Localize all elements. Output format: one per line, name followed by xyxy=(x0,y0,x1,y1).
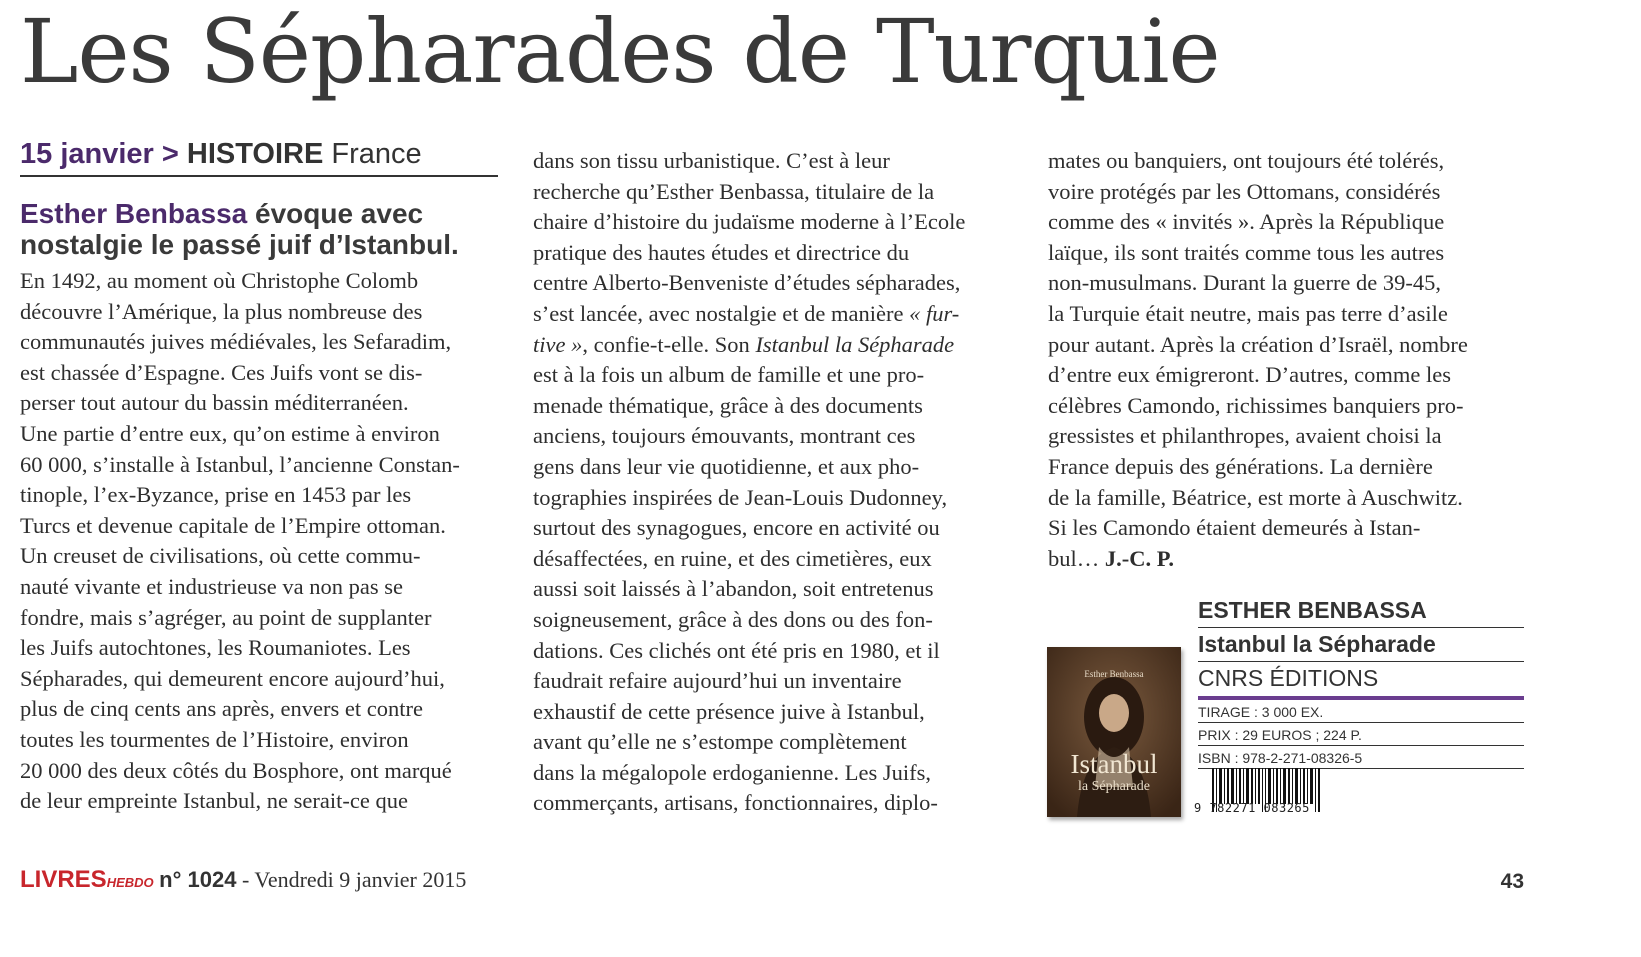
rubric-separator: > xyxy=(161,138,179,170)
book-print-run: TIRAGE : 3 000 EX. xyxy=(1198,700,1524,723)
article-column-1: En 1492, au moment où Christophe Colomb découvre l’Amérique, la plus nombreuse des communautés juives médiévales, les Sefaradim, est chassée d’Espagne. Ces Juifs vont se dis- perser tout autour du bassin méditerranéen. Une partie d’entre eux, qu’on estime à environ 60 000, s’installe à Istanbul, l’ancienne Constan- tinople, l’ex-Byzance, prise en 1453 par les Turcs et devenue capitale de l’Empire ottoman. Un creuset de civilisations, où cette commu- nauté vivante et industrieuse va non pas se fondre, mais s’agréger, au point de supplanter les Juifs autochtones, les Roumaniotes. Les Sépharades, qui demeurent encore aujourd’hui, plus de cinq cents ans après, envers et contre toutes les tourmentes de l’Histoire, environ 20 000 des deux côtés du Bosphore, ont marqué de leur empreinte Istanbul, ne serait-ce que xyxy=(20,268,460,814)
footer xyxy=(20,866,466,894)
book-author: ESTHER BENBASSA xyxy=(1198,597,1524,628)
footer-issue: n° 1024 xyxy=(159,867,237,892)
column-2-text-a: dans son tissu urbanistique. C’est à leur recherche qu’Esther Benbassa, titulaire de la chaire d’histoire du judaïsme moderne à l’Ecole pratique des hautes études et directrice du centre Alberto-Benveniste d’études sépharades, s’est lancée, avec nostalgie et de manière xyxy=(533,148,966,326)
book-title: Istanbul la Sépharade xyxy=(1198,628,1524,662)
footer-logo-livres: LIVRES xyxy=(20,866,107,893)
footer-date: - Vendredi 9 janvier 2015 xyxy=(236,867,467,892)
cover-author: Esther Benbassa xyxy=(1084,669,1144,679)
column-2-text-b: , confie-t-elle. Son xyxy=(582,331,756,357)
rubric-date: 15 janvier xyxy=(20,138,154,170)
page-number: 43 xyxy=(1500,870,1524,893)
barcode-digits: 9 782271 083265 xyxy=(1194,801,1310,815)
book-isbn: ISBN : 978-2-271-08326-5 xyxy=(1198,746,1524,769)
column-2-italic-quote: « fur- tive » xyxy=(533,300,960,357)
article-column-3 xyxy=(1048,146,1528,574)
column-3-text: mates ou banquiers, ont toujours été tolérés, voire protégés par les Ottomans, considérés comme des « invités ». Après la République laïque, ils sont traités comme tous les autres non-musulmans. Durant la guerre de 39-45, la Turquie était neutre, mais pas terre d’asile pour autant. Après la création d’Israël, nombre d’entre eux émigreront. D’autres, comme les célèbres Camondo, richissimes banquiers pro- gressistes et philanthropes, avaient choisi la France depuis des générations. La dernière de la famille, Béatrice, est morte à Auschwitz. Si les Camondo étaient demeurés à Istan- bul… xyxy=(1048,148,1468,571)
lead-author: Esther Benbassa xyxy=(20,198,248,229)
article-signature: J.-C. P. xyxy=(1104,545,1175,571)
book-price-pages: PRIX : 29 EUROS ; 224 P. xyxy=(1198,723,1524,746)
column-2-book-title: Istanbul la Sépharade xyxy=(755,331,955,357)
rubric xyxy=(20,138,498,177)
column-2-text-c: est à la fois un album de famille et une pro- menade thématique, grâce à des documents anciens, toujours émouvants, montrant ces gens dans leur vie quotidienne, et aux pho- tographies inspirées de Jean-Louis Dudonney, surtout des synagogues, encore en activité ou désaffectées, en ruine, et des cimetières, eux aussi soit laissés à l’abandon, soit entretenus soigneusement, grâce à des dons ou des fon- dations. Ces clichés ont été pris en 1980, et il faudrait refaire aujourd’hui un inventaire exhaustif de cette présence juive à Istanbul, avant qu’elle ne s’estompe complètement dans la mégalopole erdoganienne. Les Juifs, commerçants, artisans, fonctionnaires, diplo- xyxy=(533,362,948,816)
cover-subtitle: la Sépharade xyxy=(1078,779,1150,794)
headline: Les Sépharades de Turquie xyxy=(20,0,1220,103)
footer-logo-hebdo: HEBDO xyxy=(106,875,154,890)
book-publisher: CNRS ÉDITIONS xyxy=(1198,662,1524,700)
article-column-2 xyxy=(533,146,1013,819)
lead-text: évoque avec nostalgie le passé juif d’Istanbul. xyxy=(20,198,459,260)
book-info-box xyxy=(1198,597,1524,769)
rubric-section: HISTOIRE xyxy=(186,138,324,170)
book-cover-image xyxy=(1047,647,1181,817)
rubric-country: France xyxy=(331,138,422,170)
lead-paragraph xyxy=(20,198,500,260)
cover-title: Istanbul xyxy=(1070,749,1158,779)
